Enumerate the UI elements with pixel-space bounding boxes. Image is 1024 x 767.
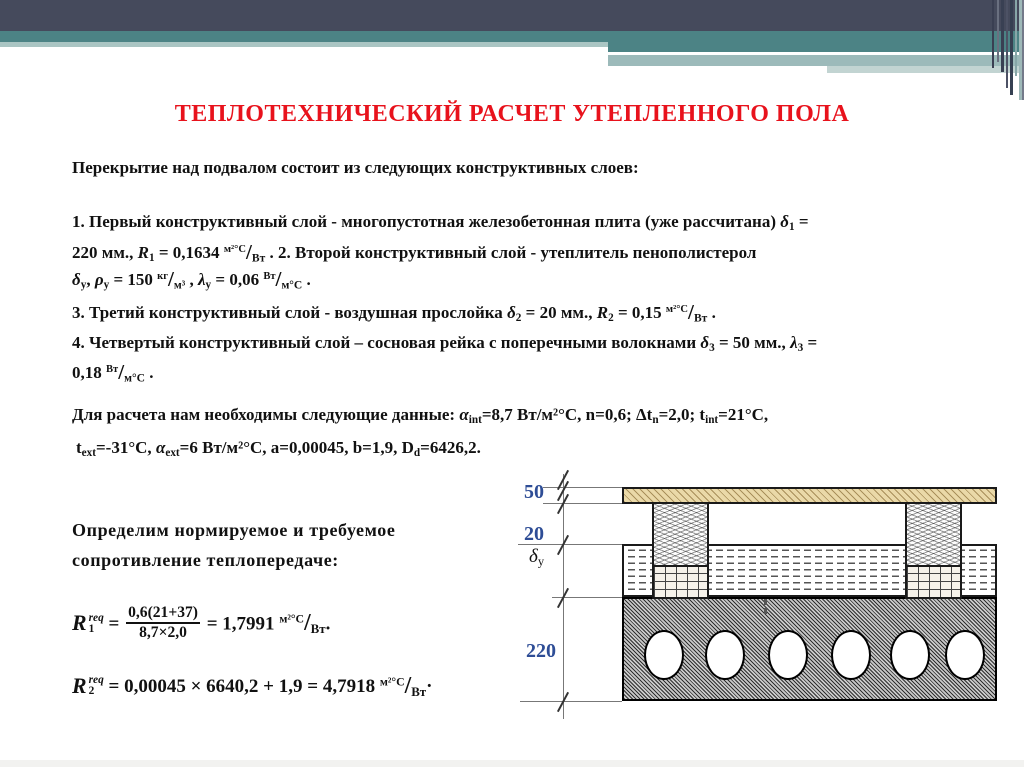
body-line-5: 4. Четвертый конструктивный слой – сосновая рейка с поперечными волокнами δ3 = 50 мм., λ3 = bbox=[72, 333, 818, 355]
body-line-4: 3. Третий конструктивный слой - воздушная прослойка δ2 = 20 мм., R2 = 0,15 $^{м^2^\circ С}/_{Вт}$ . bbox=[72, 299, 716, 325]
dim-label-220: 220 bbox=[526, 640, 556, 662]
decor-block-paler-teal bbox=[827, 66, 1024, 73]
dim-label-50: 50 bbox=[524, 481, 544, 503]
body-line-6: 0,18 $^{Вт}/_{м^\circ С}$ . bbox=[72, 359, 154, 385]
slab-void-2 bbox=[705, 630, 745, 680]
slab-void-6 bbox=[945, 630, 985, 680]
slab-void-5 bbox=[890, 630, 930, 680]
heading-line-2: сопротивление теплопередаче: bbox=[72, 550, 339, 570]
dim-label-delta-y: δу bbox=[529, 546, 545, 569]
slab-center-mark bbox=[764, 599, 767, 614]
formula-r2-req: R req 2 = 0,00045 × 6640,2 + 1,9 = 4,7918 $^{м^2^\circ С}/_{Вт}\cdot$ bbox=[72, 673, 433, 699]
decor-bar-light-teal bbox=[0, 42, 608, 47]
joist-left bbox=[652, 501, 709, 567]
decor-vstripe-1 bbox=[992, 0, 994, 68]
decor-vstripe-5 bbox=[1010, 0, 1013, 95]
decor-bar-teal bbox=[0, 31, 1024, 42]
decor-block-teal-right bbox=[608, 42, 1024, 52]
decor-vstripe-6 bbox=[1015, 0, 1017, 76]
decor-vstripe-4 bbox=[1006, 0, 1008, 88]
body-line-7: Для расчета нам необходимы следующие данные: αint=8,7 Вт/м²°С, n=0,6; Δtn=2,0; tint=21°С, bbox=[72, 405, 769, 427]
body-line-8: text=-31°С, αext=6 Вт/м²°С, a=0,00045, b=1,9, Dd=6426,2. bbox=[76, 438, 481, 460]
extension-line-board-bottom bbox=[543, 503, 622, 504]
extension-line-slab-bottom bbox=[520, 701, 622, 702]
floor-board bbox=[622, 487, 997, 504]
decor-bar-dark bbox=[0, 0, 1024, 31]
brick-pad-right bbox=[905, 565, 962, 599]
body-line-1: 1. Первый конструктивный слой - многопустотная железобетонная плита (уже рассчитана) δ1 = bbox=[72, 212, 809, 234]
decor-bottom-strip bbox=[0, 760, 1024, 767]
body-line-3: δу, ρу = 150 $^{кг}/_{м^3}$ , λу = 0,06 $^{Вт}/_{м^\circ С}$ . bbox=[72, 266, 311, 292]
slab-void-4 bbox=[831, 630, 871, 680]
decor-vstripe-3 bbox=[1001, 0, 1004, 72]
formula-r1-req: R req 1 = $\frac{0,6(21+37)}{8,7\times 2,0}$ = 1,7991 $^{м^2^\circ С}/_{Вт}$. bbox=[72, 604, 331, 641]
dim-label-20: 20 bbox=[524, 523, 544, 545]
brick-pad-left bbox=[652, 565, 709, 599]
joist-right bbox=[905, 501, 962, 567]
slab-void-3 bbox=[768, 630, 808, 680]
decor-vstripe-2 bbox=[997, 0, 999, 62]
slide-title: ТЕПЛОТЕХНИЧЕСКИЙ РАСЧЕТ УТЕПЛЕННОГО ПОЛА bbox=[174, 101, 850, 127]
decor-block-pale-teal bbox=[608, 55, 1024, 66]
hollow-core-slab bbox=[622, 597, 997, 701]
heading-line-1: Определим нормируемое и требуемое bbox=[72, 520, 396, 540]
slab-void-1 bbox=[644, 630, 684, 680]
body-line-2: 220 мм., R1 = 0,1634 $^{м^2^\circ С}/_{Вт}$ . 2. Второй конструктивный слой - утеплитель пенополистерол bbox=[72, 239, 757, 265]
extension-line-board-top bbox=[543, 487, 622, 488]
intro-text: Перекрытие над подвалом состоит из следующих конструктивных слоев: bbox=[72, 158, 639, 177]
